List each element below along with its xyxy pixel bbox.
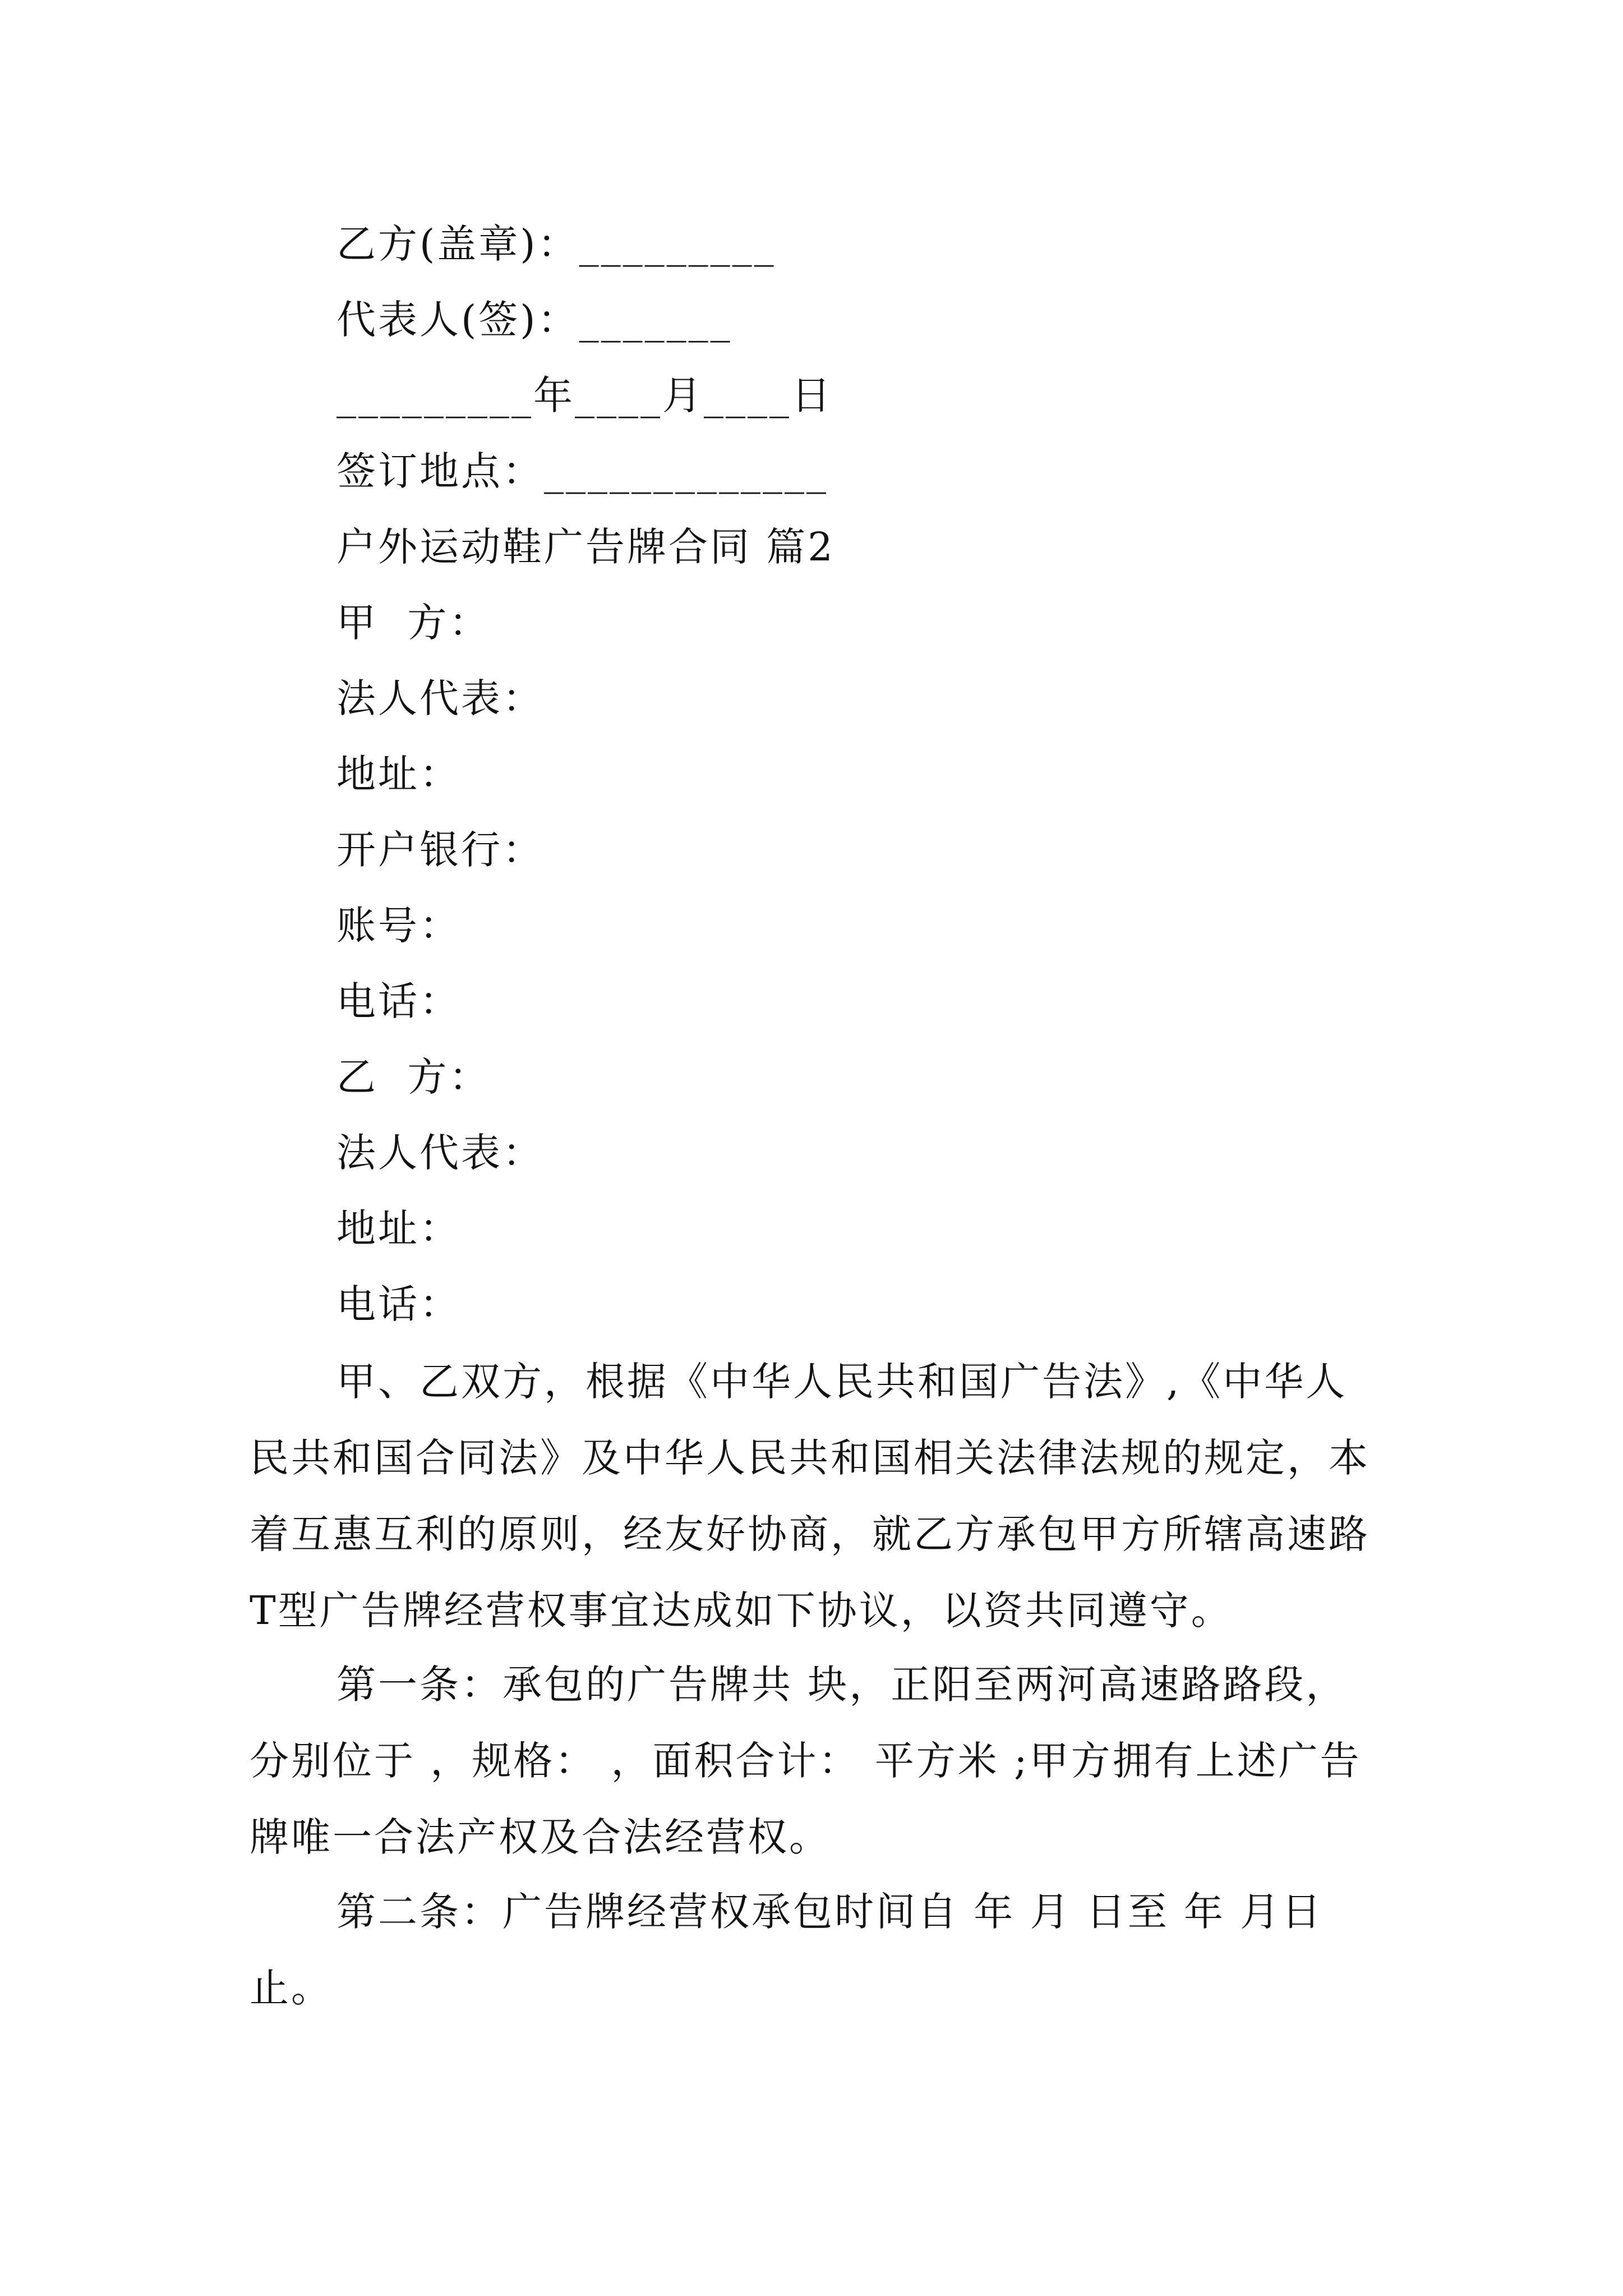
representative-sign-line: 代表人(签)：_______ <box>336 297 732 343</box>
preamble-paragraph: 甲、乙双方，根据《中华人民共和国广告法》,《中华人民共和国合同法》及中华人民共和国相关法律法规的规定，本着互惠互利的原则，经友好协商，就乙方承包甲方所辖高速路T型广告牌经营权事宜达成如下协议，以资共同遵守。 <box>250 1359 1370 1634</box>
signing-place-line: 签订地点：_____________ <box>336 448 828 494</box>
party-b-phone: 电话： <box>336 1281 461 1327</box>
article-2-paragraph: 第二条：广告牌经营权承包时间自 年 月 日至 年 月日止。 <box>250 1889 1324 2011</box>
party-a-phone: 电话： <box>336 978 461 1024</box>
party-b-label: 乙 方： <box>336 1054 491 1100</box>
section-title: 户外运动鞋广告牌合同 篇2 <box>336 524 835 570</box>
party-b-seal-line: 乙方(盖章)：_________ <box>336 221 776 267</box>
party-a-address: 地址： <box>336 751 461 797</box>
party-a-legal-rep: 法人代表： <box>336 675 544 721</box>
party-b-address: 地址： <box>336 1205 461 1251</box>
party-a-bank: 开户银行： <box>336 827 544 873</box>
party-a-label: 甲 方： <box>336 600 491 646</box>
party-b-legal-rep: 法人代表： <box>336 1130 544 1176</box>
party-a-account: 账号： <box>336 903 461 949</box>
date-line: _________年____月____日 <box>336 372 833 418</box>
article-1-paragraph: 第一条：承包的广告牌共 块，正阳至两河高速路路段，分别位于 ，规格： ，面积合计： 平方米 ;甲方拥有上述广告牌唯一合法产权及合法经营权。 <box>250 1662 1362 1860</box>
